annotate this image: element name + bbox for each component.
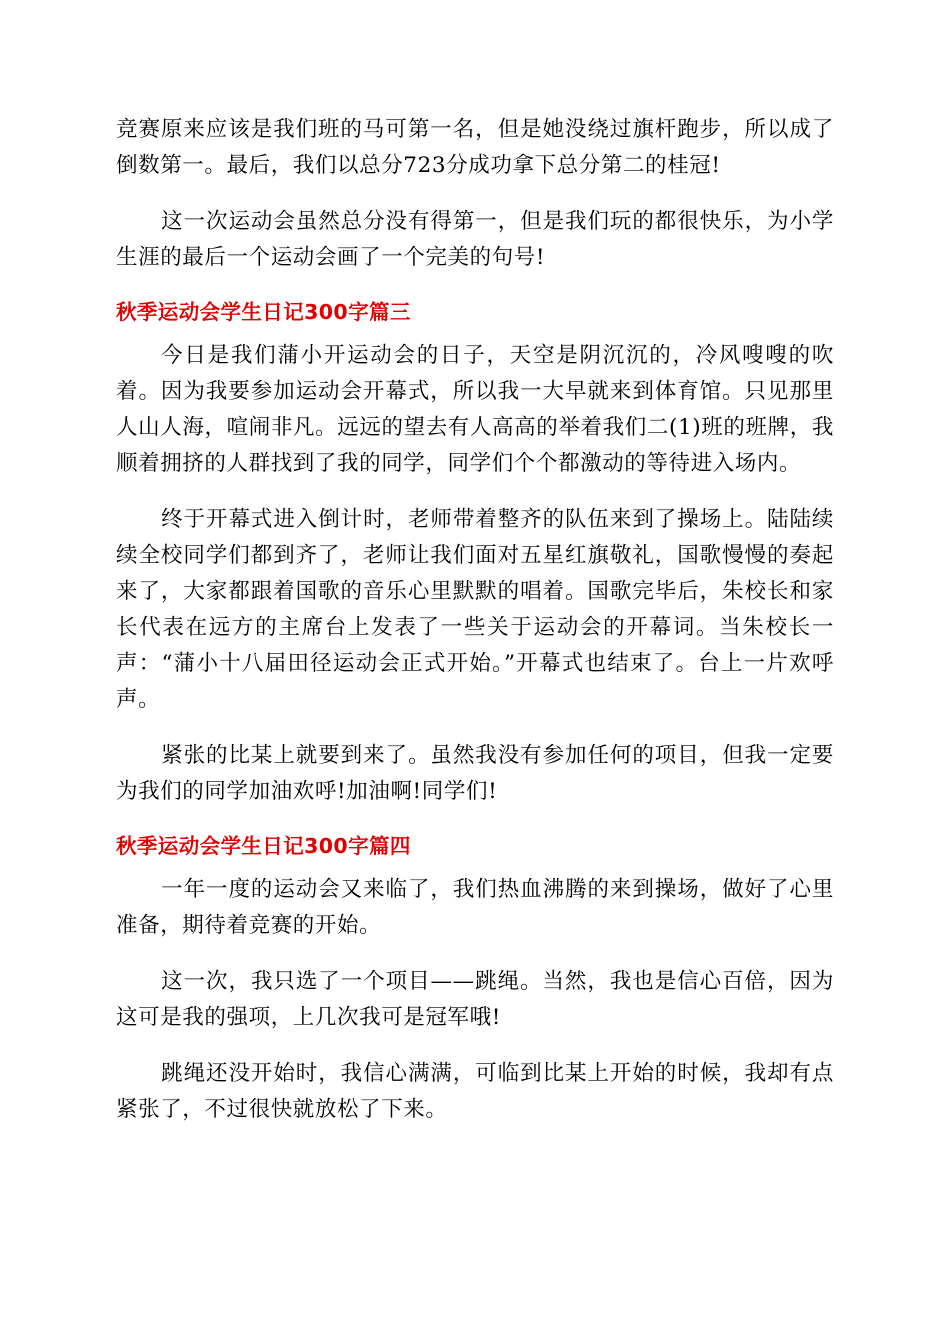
section-heading-4: 秋季运动会学生日记300字篇四 <box>116 834 411 858</box>
document-page <box>116 112 834 1128</box>
paragraph: 这一次运动会虽然总分没有得第一，但是我们玩的都很快乐，为小学生涯的最后一个运动会画了一个完美的句号! <box>116 209 834 270</box>
paragraph: 这一次，我只选了一个项目——跳绳。当然，我也是信心百倍，因为这可是我的强项，上几次我可是冠军哦! <box>116 969 834 1030</box>
section-heading-3: 秋季运动会学生日记300字篇三 <box>116 300 411 324</box>
paragraph: 紧张的比某上就要到来了。虽然我没有参加任何的项目，但我一定要为我们的同学加油欢呼!加油啊!同学们! <box>116 743 834 804</box>
paragraph: 跳绳还没开始时，我信心满满，可临到比某上开始的时候，我却有点紧张了，不过很快就放松了下来。 <box>116 1061 834 1122</box>
paragraph: 今日是我们蒲小开运动会的日子，天空是阴沉沉的，冷风嗖嗖的吹着。因为我要参加运动会开幕式，所以我一大早就来到体育馆。只见那里人山人海，喧闹非凡。远远的望去有人高高的举着我们二(1)班的班牌，我顺着拥挤的人群找到了我的同学，同学们个个都激动的等待进入场内。 <box>116 343 834 476</box>
paragraph: 终于开幕式进入倒计时，老师带着整齐的队伍来到了操场上。陆陆续续全校同学们都到齐了，老师让我们面对五星红旗敬礼，国歌慢慢的奏起来了，大家都跟着国歌的音乐心里默默的唱着。国歌完毕后，朱校长和家长代表在远方的主席台上发表了一些关于运动会的开幕词。当朱校长一声：“蒲小十八届田径运动会正式开始。”开幕式也结束了。台上一片欢呼声。 <box>116 507 834 712</box>
paragraph: 一年一度的运动会又来临了，我们热血沸腾的来到操场，做好了心里准备，期待着竞赛的开始。 <box>116 877 834 938</box>
paragraph-continued: 竞赛原来应该是我们班的马可第一名，但是她没绕过旗杆跑步，所以成了倒数第一。最后，我们以总分723分成功拿下总分第二的桂冠! <box>116 117 834 178</box>
